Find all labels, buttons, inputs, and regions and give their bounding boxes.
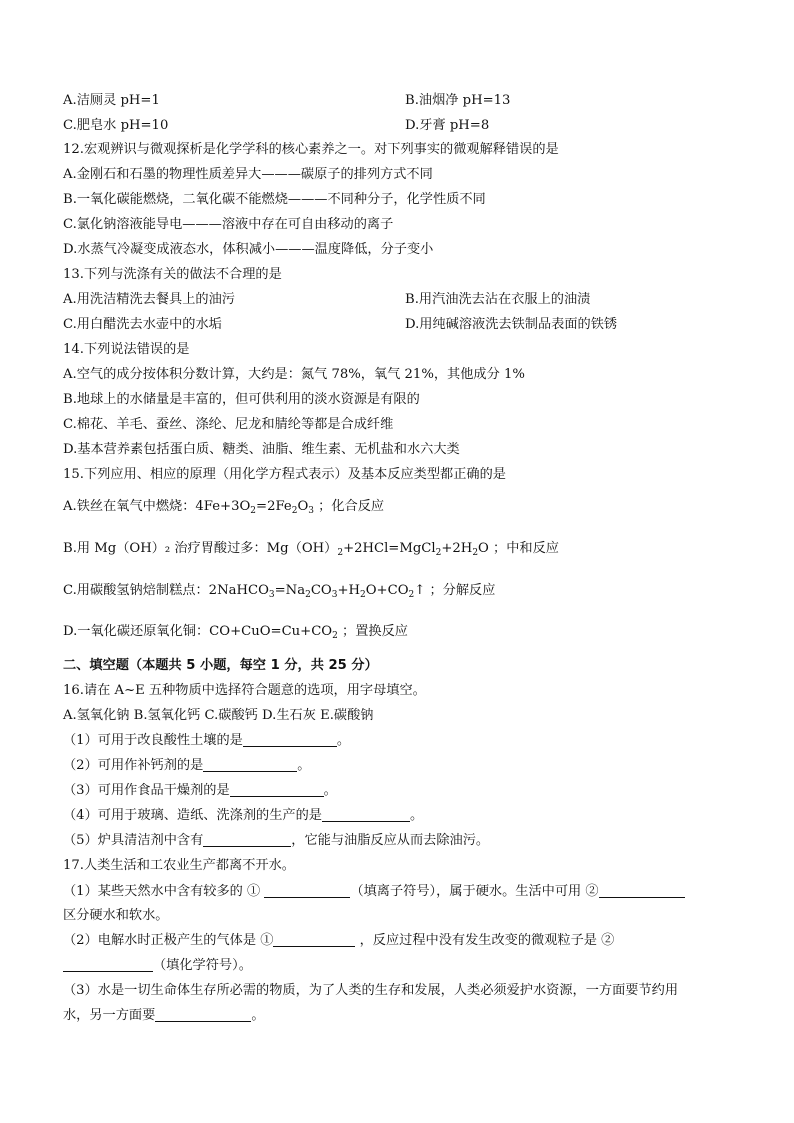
q11-option-b: B.油烟净 pH=13 <box>405 93 511 108</box>
q13-stem: 13.下列与洗涤有关的做法不合理的是 <box>63 267 282 282</box>
q13-option-row-1 <box>63 291 591 309</box>
q11-option-c: C.肥皂水 pH=10 <box>63 118 169 133</box>
q12-option-b: B.一氧化碳能燃烧，二氧化碳不能燃烧———不同种分子，化学性质不同 <box>63 192 486 207</box>
q16-part-3: （3）可用作食品干燥剂的是 。 <box>63 783 337 798</box>
q15-option-b: B.用 Mg（OH）₂ 治疗胃酸过多：$Mg(OH)_2+2HCl=MgCl_2+2H_2O$ ；中和反应 <box>63 541 559 558</box>
answer-blank[interactable] <box>63 957 153 972</box>
q16-part-4: （4）可用于玻璃、造纸、洗涤剂的生产的是 。 <box>63 808 424 823</box>
q12-stem: 12.宏观辨识与微观探析是化学学科的核心素养之一。对下列事实的微观解释错误的是 <box>63 142 559 157</box>
q11-option-row-2 <box>63 117 490 135</box>
q17-part-1: （1）某些天然水中含有较多的 ① （填离子符号），属于硬水。生活中可用 ② <box>63 883 685 901</box>
q13-option-row-2 <box>63 316 618 334</box>
q12-option-d: D.水蒸气冷凝变成液态水，体积减小———温度降低，分子变小 <box>63 242 434 257</box>
q16-stem: 16.请在 A~E 五种物质中选择符合题意的选项，用字母填空。 <box>63 683 426 698</box>
q16-part-1: （1）可用于改良酸性土壤的是 。 <box>63 733 351 748</box>
answer-blank[interactable] <box>264 883 350 898</box>
answer-blank[interactable] <box>203 757 297 772</box>
q17-part-2-cont: （填化学符号）。 <box>63 957 252 975</box>
q14-option-c: C.棉花、羊毛、蚕丝、涤纶、尼龙和腈纶等都是合成纤维 <box>63 417 394 432</box>
answer-blank[interactable] <box>155 1007 251 1022</box>
q14-option-d: D.基本营养素包括蛋白质、糖类、油脂、维生素、无机盐和水六大类 <box>63 442 460 457</box>
q16-part-2: （2）可用作补钙剂的是 。 <box>63 758 311 773</box>
answer-blank[interactable] <box>322 807 410 822</box>
q15-option-d: D.一氧化碳还原氧化铜：$CO+CuO=Cu+CO_2$ ；置换反应 <box>63 624 408 641</box>
q16-options: A.氢氧化钠 B.氢氧化钙 C.碳酸钙 D.生石灰 E.碳酸钠 <box>63 708 374 723</box>
q17-part-1-cont: 区分硬水和软水。 <box>63 908 169 923</box>
q15-stem: 15.下列应用、相应的原理（用化学方程式表示）及基本反应类型都正确的是 <box>63 467 506 482</box>
q11-option-a: A.洁厕灵 pH=1 <box>63 93 160 108</box>
q17-stem: 17.人类生活和工农业生产都离不开水。 <box>63 858 295 873</box>
q17-part-2: （2）电解水时正极产生的气体是 ① ，反应过程中没有发生改变的微观粒子是 ② <box>63 933 615 948</box>
q14-option-a: A.空气的成分按体积分数计算，大约是：氮气 78%，氧气 21%，其他成分 1% <box>63 367 525 382</box>
answer-blank[interactable] <box>230 782 324 797</box>
q16-part-5: （5）炉具清洁剂中含有 ，它能与油脂反应从而去除油污。 <box>63 833 490 848</box>
q12-option-a: A.金刚石和石墨的物理性质差异大———碳原子的排列方式不同 <box>63 167 433 182</box>
q14-option-b: B.地球上的水储量是丰富的，但可供利用的淡水资源是有限的 <box>63 392 420 407</box>
q14-stem: 14.下列说法错误的是 <box>63 342 190 357</box>
q17-part-3: （3）水是一切生命体生存所必需的物质，为了人类的生存和发展，人类必须爱护水资源，一方面要节约用 <box>63 983 679 998</box>
q13-option-a: A.用洗洁精洗去餐具上的油污 <box>63 292 235 307</box>
q11-option-d: D.牙膏 pH=8 <box>405 118 490 133</box>
q15-option-c: C.用碳酸氢钠焙制糕点：$2NaHCO_3=Na_2CO_3+H_2O+CO_2↑$ ；分解反应 <box>63 583 496 600</box>
answer-blank[interactable] <box>203 832 291 847</box>
q17-part-3-cont: 水，另一方面要 。 <box>63 1008 265 1023</box>
q13-option-c: C.用白醋洗去水壶中的水垢 <box>63 317 222 332</box>
q15-option-a: A.铁丝在氧气中燃烧：$4Fe+3O_2=2Fe_2O_3$ ；化合反应 <box>63 499 385 516</box>
answer-blank[interactable] <box>243 732 337 747</box>
q13-option-b: B.用汽油洗去沾在衣服上的油渍 <box>405 292 591 307</box>
q13-option-d: D.用纯碱溶液洗去铁制品表面的铁锈 <box>405 317 618 332</box>
q12-option-c: C.氯化钠溶液能导电———溶液中存在可自由移动的离子 <box>63 217 394 232</box>
answer-blank[interactable] <box>599 883 685 898</box>
q11-option-row-1 <box>63 92 511 110</box>
section-2-title: 二、填空题（本题共 5 小题，每空 1 分，共 25 分） <box>63 658 378 673</box>
answer-blank[interactable] <box>273 932 355 947</box>
